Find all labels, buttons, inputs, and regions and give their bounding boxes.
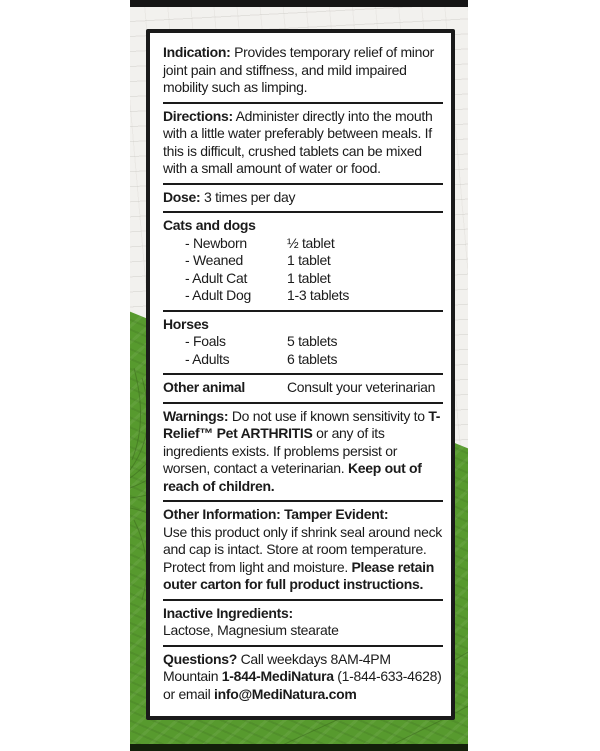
questions-paragraph bbox=[163, 651, 443, 704]
indication-paragraph bbox=[163, 44, 443, 97]
warnings-text-1: Do not use if known sensitivity to bbox=[228, 407, 429, 424]
questions-heading: Questions? bbox=[163, 650, 238, 667]
dose-row-foals bbox=[163, 333, 443, 351]
animal-name: - Newborn bbox=[185, 234, 247, 251]
cats-dogs-header: Cats and dogs bbox=[163, 217, 256, 233]
dose-row-newborn bbox=[163, 235, 443, 253]
questions-section bbox=[163, 645, 443, 709]
warnings-paragraph bbox=[163, 408, 443, 496]
inactive-ingredients-text: Lactose, Magnesium stearate bbox=[163, 622, 339, 638]
animal-name: - Weaned bbox=[185, 252, 244, 268]
dose-amount: 5 tablets bbox=[287, 333, 338, 349]
dose-amount: 1 tablet bbox=[287, 252, 331, 268]
warnings-text-2: or any of its ingredients exists. If problems persist or worsen, contact a veterinarian. bbox=[163, 425, 398, 476]
indication-heading: Indication: bbox=[163, 44, 231, 60]
other-information-text: Use this product only if shrink seal around neck and cap is intact. Store at room temperature. Protect from light and moisture. bbox=[163, 523, 442, 575]
indication-text: Provides temporary relief of minor joint pain and stiffness, and mild impaired mobility such as limping. bbox=[163, 44, 434, 95]
warnings-emphasis: Keep out of reach of children. bbox=[163, 460, 422, 494]
questions-text-2: (1-844-633-4628) or email bbox=[163, 668, 442, 702]
label-bottom-edge bbox=[130, 744, 468, 751]
other-information-emphasis: Please retain outer carton for full product instructions. bbox=[163, 558, 435, 592]
dose-row-adults bbox=[163, 351, 443, 369]
questions-text-1: Call weekdays 8AM-4PM Mountain bbox=[163, 650, 391, 684]
label-top-edge bbox=[130, 0, 468, 7]
dose-row-adult-dog bbox=[163, 287, 443, 305]
warnings-section bbox=[163, 402, 443, 501]
dose-row-adult-cat bbox=[163, 270, 443, 288]
other-animal-value: Consult your veterinarian bbox=[287, 379, 436, 395]
inactive-ingredients-paragraph bbox=[163, 605, 443, 640]
dose-amount: ½ tablet bbox=[287, 234, 335, 251]
phone-word: 1-844-MediNatura bbox=[221, 668, 334, 684]
inactive-ingredients-heading: Inactive Ingredients: bbox=[163, 604, 293, 621]
dose-row-weaned bbox=[163, 252, 443, 270]
dose-text: 3 times per day bbox=[200, 188, 296, 205]
email-address: info@MediNatura.com bbox=[213, 685, 357, 702]
animal-name: - Adult Cat bbox=[185, 269, 248, 286]
indication-section bbox=[163, 37, 443, 102]
horses-header: Horses bbox=[163, 315, 209, 332]
other-animal-section bbox=[163, 373, 443, 402]
cats-dogs-dosing-section bbox=[163, 211, 443, 310]
dose-heading: Dose: bbox=[163, 188, 201, 205]
dose-amount: 1-3 tablets bbox=[287, 287, 350, 303]
animal-name: - Foals bbox=[185, 333, 226, 349]
directions-heading: Directions: bbox=[163, 107, 233, 124]
animal-name: - Adult Dog bbox=[185, 287, 251, 303]
dose-row-other-animal bbox=[163, 379, 443, 397]
directions-section bbox=[163, 102, 443, 183]
other-animal-header: Other animal bbox=[163, 379, 245, 395]
other-information-paragraph bbox=[163, 506, 443, 594]
warnings-heading: Warnings: bbox=[163, 407, 229, 424]
product-label bbox=[130, 0, 468, 751]
directions-paragraph bbox=[163, 108, 443, 178]
directions-text: Administer directly into the mouth with a little water preferably between meals. If this is difficult, crushed tablets can be mixed with a small amount of water or food. bbox=[163, 107, 433, 176]
other-information-section bbox=[163, 500, 443, 599]
dose-amount: 1 tablet bbox=[287, 269, 331, 286]
dose-section bbox=[163, 183, 443, 212]
other-information-heading: Other Information: Tamper Evident: bbox=[163, 506, 389, 522]
dose-amount: 6 tablets bbox=[287, 350, 338, 367]
drug-facts-panel bbox=[146, 29, 455, 720]
animal-name: - Adults bbox=[185, 350, 230, 367]
product-name: T-Relief™ Pet ARTHRITIS bbox=[163, 407, 441, 441]
inactive-ingredients-section bbox=[163, 599, 443, 645]
horses-dosing-section bbox=[163, 310, 443, 374]
dose-paragraph bbox=[163, 189, 443, 207]
